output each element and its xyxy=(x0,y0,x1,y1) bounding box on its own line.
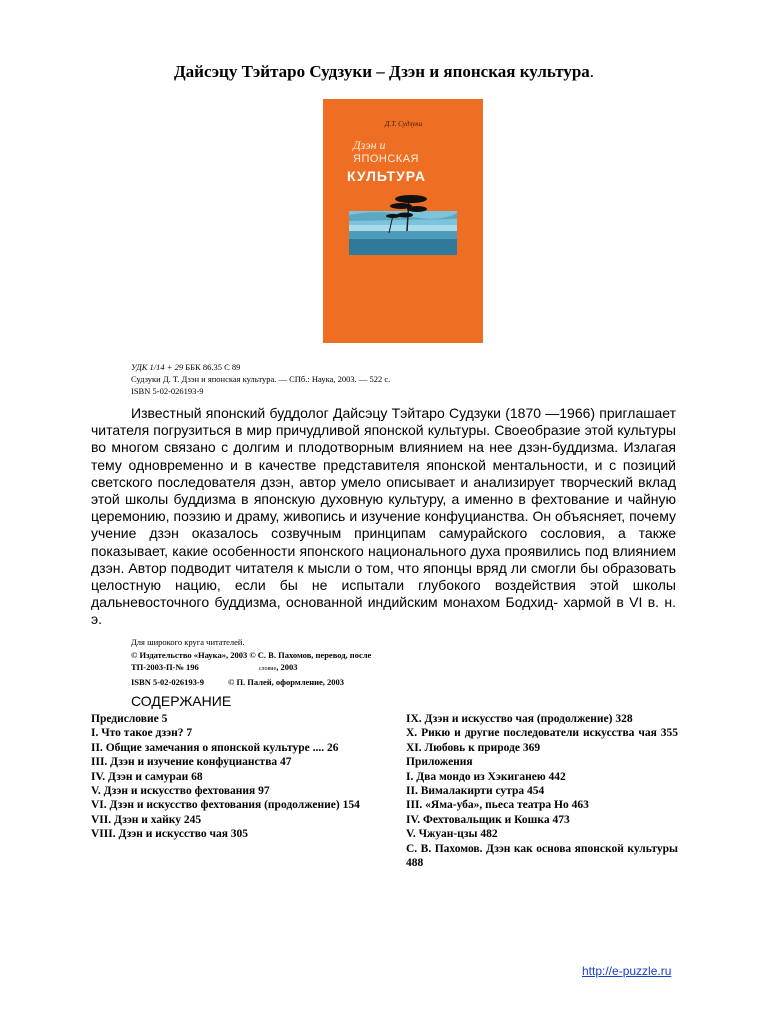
toc-entry: II. Вималакирти сутра 454 xyxy=(406,785,545,798)
toc-entry: IX. Дзэн и искусство чая (продолжение) 328 xyxy=(406,713,633,725)
imprint-audience: Для широкого круга читателей. xyxy=(131,637,245,647)
imprint-tp: ТП-2003-П-№ 196 xyxy=(131,662,199,672)
footer-site-link[interactable]: http://e-puzzle.ru xyxy=(582,964,672,978)
toc-entry: VII. Дзэн и хайку 245 xyxy=(91,813,202,826)
toc-entry: Предисловие 5 xyxy=(91,713,168,725)
bib-citation: Судзуки Д. Т. Дзэн и японская культура. — СПб.: Наука, 2003. — 522 с. xyxy=(131,374,391,384)
toc-entry: I. Два мондо из Хэкиганею 442 xyxy=(406,770,566,783)
imprint-design: © П. Палей, оформление, 2003 xyxy=(227,676,345,687)
toc-entry: II. Общие замечания о японской культуре .... 26 xyxy=(91,741,339,754)
imprint-tp-small: словие xyxy=(258,666,277,672)
bibliographic-record xyxy=(131,361,390,397)
imprint-isbn-line xyxy=(131,676,371,689)
toc-entry: IV. Фехтовальщик и Кошка 473 xyxy=(406,813,570,826)
toc-entry: III. «Яма-уба», пьеса театра Но 463 xyxy=(406,799,589,812)
imprint-block xyxy=(131,636,371,688)
toc-entry: С. В. Пахомов. Дзэн как основа японской культуры 488 xyxy=(406,842,678,870)
cover-title-line1: Дзэн и xyxy=(353,138,386,152)
toc-entry: V. Дзэн и искусство фехтования 97 xyxy=(91,785,270,798)
bib-bbk: ББК 86.35 С 89 xyxy=(183,362,241,372)
cover-title-line3: КУЛЬТУРА xyxy=(347,168,427,184)
book-abstract: Известный японский буддолог Дайсэцу Тэйтаро Судзуки (1870 —1966) приглашает читателя погрузиться в мир причудливой японской культуры. Своеобразие этой культуры во многом связано с долгим и плодотворным влиянием на нее дзэн-буддизма. Излагая тему одновременно и в качестве представителя японской ментальности, и с позиций светского последователя дзэн, автор умело описывает и анализирует творческий вклад этой школы буддизма в японскую духовную культуру, а именно в фехтование и чайную церемонию, поэзию и драму, живопись и изучение конфуцианства. Он объясняет, почему учение дзэн оказалось созвучным принципам самурайского сословия, а также показывает, какие особенности японского национального духа проявились под влиянием дзэн. Автор подводит читателя к мысли о том, что японцы вряд ли смогли бы образовать целостную нацию, если бы не испытали глубокого воздействия этой школы дальневосточного буддизма, основанной индийским монахом Бодхид- хармой в VI в. н. э. xyxy=(91,405,676,628)
toc-entry: III. Дзэн и изучение конфуцианства 47 xyxy=(91,756,292,769)
toc-left-column xyxy=(91,712,363,842)
imprint-tp-year: , 2003 xyxy=(276,662,298,672)
page-title xyxy=(0,62,768,82)
toc-entry: VIII. Дзэн и искусство чая 305 xyxy=(91,828,249,841)
title-text: Дайсэцу Тэйтаро Судзуки – Дзэн и японская культура xyxy=(173,62,590,81)
title-dot: . xyxy=(589,62,595,81)
toc-entry: X. Рикю и другие последователи искусства чая 355 XI. Любовь к природе 369 xyxy=(406,727,678,754)
toc-entry: V. Чжуан-цзы 482 xyxy=(406,828,498,841)
toc-heading: СОДЕРЖАНИЕ xyxy=(131,693,232,709)
toc-entry: I. Что такое дзэн? 7 xyxy=(91,727,193,740)
toc-entry: Приложения xyxy=(406,756,473,769)
cover-author: Д.Т. Судзуки xyxy=(385,120,423,128)
imprint-isbn: ISBN 5-02-026193-9 xyxy=(131,676,204,687)
bib-udk: УДК 1/14 + 29 xyxy=(131,362,184,372)
book-cover-image xyxy=(323,99,483,343)
imprint-tp-line xyxy=(131,661,371,676)
cover-title-line2: ЯПОНСКАЯ xyxy=(353,153,419,165)
imprint-copyright: © Издательство «Наука», 2003 © С. В. Пахомов, перевод, после xyxy=(131,649,372,660)
toc-entry: IV. Дзэн и самураи 68 xyxy=(91,770,203,783)
bib-isbn: ISBN 5-02-026193-9 xyxy=(131,386,204,396)
toc-right-column xyxy=(406,712,678,870)
cover-landscape-illustration xyxy=(349,189,457,255)
toc-entry: VI. Дзэн и искусство фехтования (продолжение) 154 xyxy=(91,799,360,812)
